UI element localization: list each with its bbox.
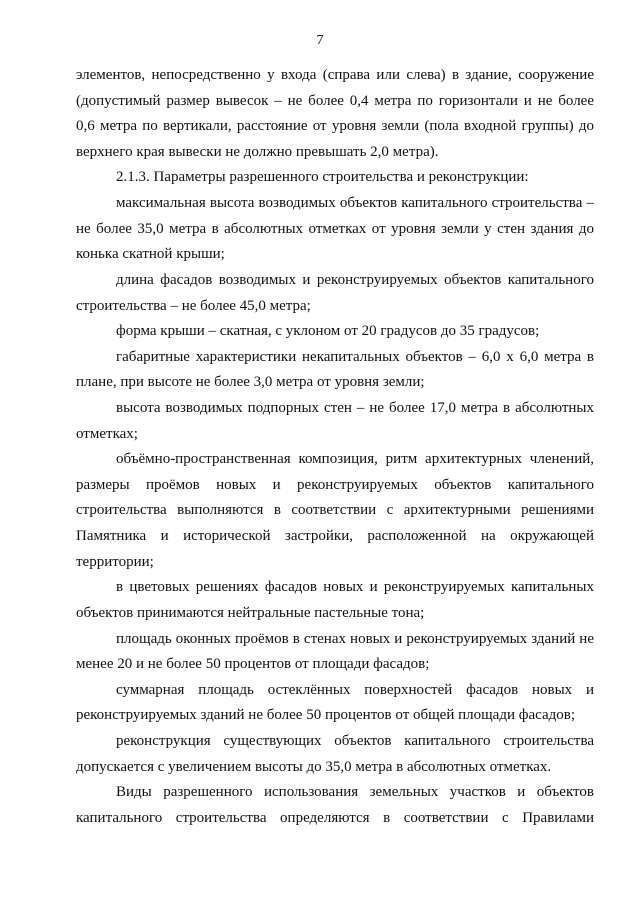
text-line: габаритные характеристики некапитальных объектов – 6,0 х 6,0 метра в [116,349,594,365]
text-line: плане, при высоте не более 3,0 метра от уровня земли; [76,374,425,390]
text-line: не более 35,0 метра в абсолютных отметках от уровня земли у стен здания до [76,221,594,237]
text-line: объёмно-пространственная композиция, ритм архитектурных членений, [116,451,594,467]
text-line: строительства выполняются в соответствии с архитектурными решениями [76,502,594,518]
text-line: максимальная высота возводимых объектов капитального строительства – [116,195,594,211]
text-line: менее 20 и не более 50 процентов от площади фасадов; [76,656,430,672]
text-line: конька скатной крыши; [76,246,225,262]
page-number: 7 [316,33,324,48]
text-line: 2.1.3. Параметры разрешенного строительства и реконструкции: [116,169,529,185]
text-line: длина фасадов возводимых и реконструируемых объектов капитального [116,272,594,288]
text-line: реконструируемых зданий не более 50 процентов от общей площади фасадов; [76,707,576,723]
text-line: отметках; [76,426,138,442]
text-line: строительства – не более 45,0 метра; [76,298,311,314]
text-line: площадь оконных проёмов в стенах новых и реконструируемых зданий не [116,631,594,647]
text-line: 0,6 метра по вертикали, расстояние от уровня земли (пола входной группы) до [76,118,594,134]
text-line: капитального строительства определяются в соответствии с Правилами [76,810,594,826]
text-line: элементов, непосредственно у входа (справа или слева) в здание, сооружение [76,67,594,83]
text-line: форма крыши – скатная, с уклоном от 20 градусов до 35 градусов; [116,323,540,339]
text-line: верхнего края вывески не должно превышать 2,0 метра). [76,144,439,160]
text-line: (допустимый размер вывесок – не более 0,4 метра по горизонтали и не более [76,93,594,109]
text-line: суммарная площадь остеклённых поверхностей фасадов новых и [116,682,594,698]
text-line: Виды разрешенного использования земельных участков и объектов [116,784,594,800]
text-line: реконструкция существующих объектов капитального строительства [116,733,594,749]
text-line: объектов принимаются нейтральные пастельные тона; [76,605,425,621]
text-line: допускается с увеличением высоты до 35,0 метра в абсолютных отметках. [76,759,552,775]
text-line: размеры проёмов новых и реконструируемых объектов капитального [76,477,594,493]
text-line: территории; [76,554,154,570]
text-line: Памятника и исторической застройки, расположенной на окружающей [76,528,594,544]
text-line: в цветовых решениях фасадов новых и реконструируемых капитальных [116,579,594,595]
text-line: высота возводимых подпорных стен – не более 17,0 метра в абсолютных [116,400,594,416]
